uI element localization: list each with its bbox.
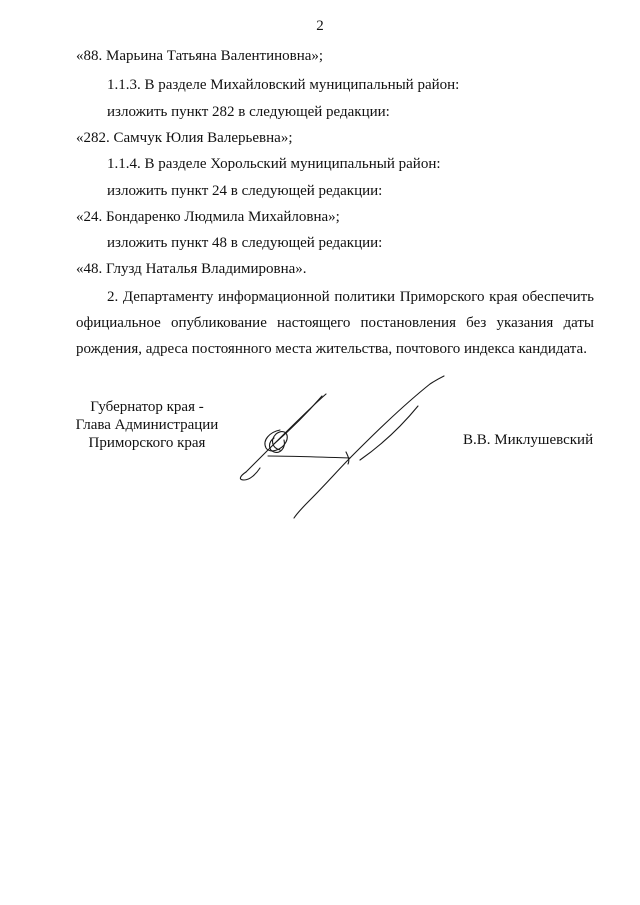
section-heading-mikhailovsky: 1.1.3. В разделе Михайловский муниципальный район: — [107, 77, 460, 93]
handwritten-signature — [230, 368, 460, 528]
instruction-line: изложить пункт 48 в следующей редакции: — [107, 235, 383, 251]
instruction-line: изложить пункт 24 в следующей редакции: — [107, 183, 383, 199]
page-number: 2 — [316, 18, 324, 34]
paragraph-line: 2. Департаменту информационной политики Приморского края обеспечить — [107, 289, 594, 305]
signatory-name: В.В. Миклушевский — [463, 432, 594, 448]
section-heading-khorolsky: 1.1.4. В разделе Хорольский муниципальный район: — [107, 156, 441, 172]
list-item-88: «88. Марьина Татьяна Валентиновна»; — [76, 48, 324, 64]
signatory-title-line: Глава Администрации — [75, 417, 219, 433]
signatory-title — [72, 398, 222, 452]
instruction-line: изложить пункт 282 в следующей редакции: — [107, 104, 390, 120]
paragraph-line: официальное опубликование настоящего постановления без указания даты — [76, 315, 594, 331]
signatory-title-line: Губернатор края - — [90, 399, 204, 415]
list-item-24: «24. Бондаренко Людмила Михайловна»; — [76, 209, 340, 225]
signatory-title-line: Приморского края — [88, 435, 206, 451]
list-item-282: «282. Самчук Юлия Валерьевна»; — [76, 130, 293, 146]
paragraph-line: рождения, адреса постоянного места жительства, почтового индекса кандидата. — [76, 341, 587, 357]
paragraph-publication — [76, 284, 594, 362]
list-item-48: «48. Глузд Наталья Владимировна». — [76, 261, 307, 277]
